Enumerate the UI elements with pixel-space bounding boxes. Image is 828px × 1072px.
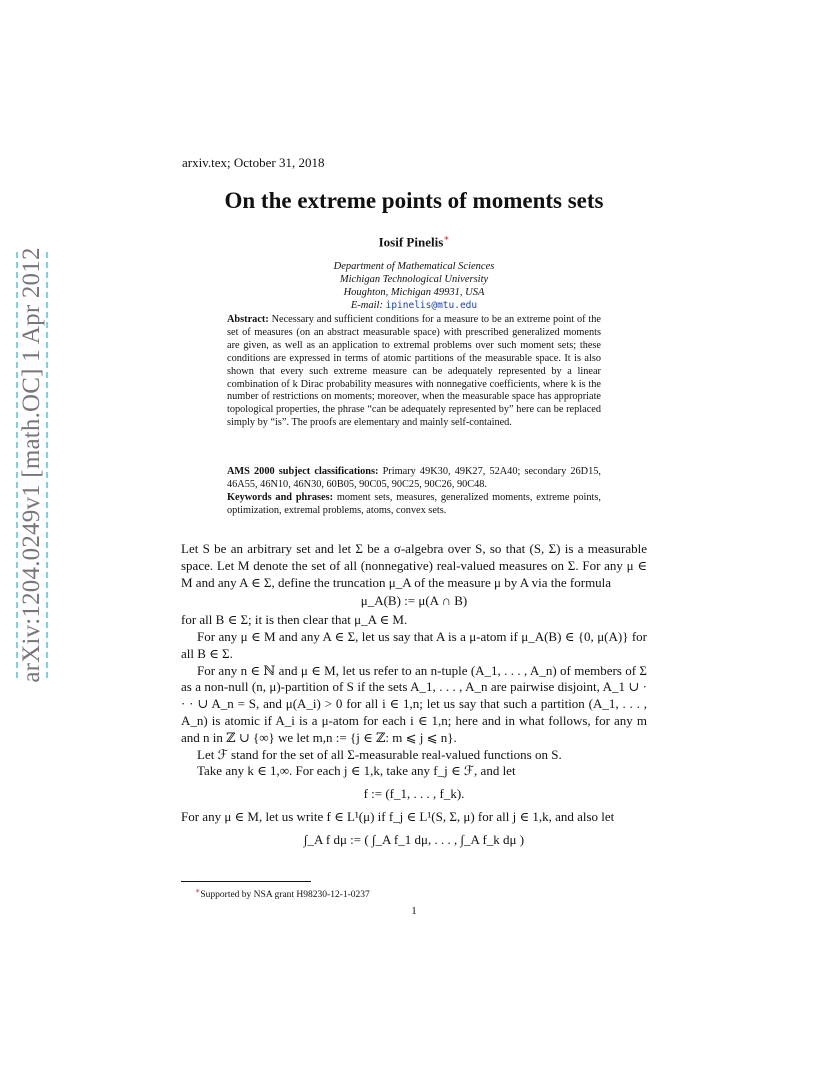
running-header: arxiv.tex; October 31, 2018 bbox=[182, 155, 325, 170]
equation: f := (f_1, . . . , f_k). bbox=[363, 786, 465, 802]
keywords-label: Keywords and phrases: bbox=[227, 491, 334, 503]
paragraph: for all B ∈ Σ; it is then clear that μ_A ∈ M. bbox=[181, 612, 408, 628]
paper-title: On the extreme points of moments sets bbox=[224, 188, 604, 213]
affiliation-line: Department of Mathematical Sciences bbox=[333, 261, 495, 273]
keywords-text: moment sets, measures, generalized moments, extreme points, optimization, extremal problems, atoms, convex sets. bbox=[227, 491, 601, 516]
classification-block bbox=[227, 466, 601, 518]
ams-label: AMS 2000 subject classifications: bbox=[227, 466, 379, 477]
paragraph: Let ℱ stand for the set of all Σ-measurable real-valued functions on S. bbox=[197, 746, 562, 762]
author-block bbox=[0, 233, 828, 312]
footnote bbox=[195, 886, 370, 900]
paragraph: Let S be an arbitrary set and let Σ be a σ-algebra over S, so that (S, Σ) is a measurable space. Let M denote the set of all (nonnegative) real-valued measures on Σ. For any μ ∈ M and any A ∈ Σ, define the truncation μ_A of the measure μ by A via the formula bbox=[181, 541, 647, 590]
paragraph: For any μ ∈ M, let us write f ∈ L¹(μ) if f_j ∈ L¹(S, Σ, μ) for all j ∈ 1,k, and also let bbox=[181, 808, 615, 824]
affiliation-line: Michigan Technological University bbox=[339, 274, 489, 286]
author-footnote-mark[interactable]: ∗ bbox=[443, 233, 450, 243]
keywords bbox=[227, 492, 601, 518]
affiliation bbox=[0, 260, 828, 312]
arxiv-stamp-text: arXiv:1204.0249v1 [math.OC] 1 Apr 2012 bbox=[18, 247, 45, 683]
footnote-rule bbox=[181, 881, 311, 882]
footnote-text: Supported by NSA grant H98230-12-1-0237 bbox=[200, 890, 370, 901]
ams-classification bbox=[227, 466, 601, 492]
body-text bbox=[181, 541, 647, 855]
paragraph: For any n ∈ ℕ and μ ∈ M, let us refer to an n-tuple (A_1, . . . , A_n) of members of Σ as a non-null (n, μ)-partition of S if the sets A_1, . . . , A_n are pairwise disjoint, A_1 ∪ · · · ∪ A_n = S, and μ(A_i) > 0 for all i ∈ 1,n; let us say that such a partition (A_1, . . . , A_n) is atomic if A_i is a μ-atom for each i ∈ 1,n; here and in what follows, for any m and n in ℤ ∪ {∞} we let m,n := {j ∈ ℤ: m ⩽ j ⩽ n}. bbox=[181, 662, 647, 745]
email-link[interactable]: ipinelis@mtu.edu bbox=[385, 300, 478, 312]
email-label: E-mail: bbox=[350, 300, 383, 312]
equation: μ_A(B) := μ(A ∩ B) bbox=[360, 593, 468, 609]
author-name bbox=[0, 233, 828, 250]
author-name-text: Iosif Pinelis bbox=[378, 234, 444, 250]
paragraph: Take any k ∈ 1,∞. For each j ∈ 1,k, take any f_j ∈ ℱ, and let bbox=[197, 763, 516, 779]
abstract-label: Abstract: bbox=[227, 314, 269, 325]
equation: ∫_A f dμ := ( ∫_A f_1 dμ, . . . , ∫_A f_k dμ ) bbox=[303, 831, 525, 847]
abstract bbox=[227, 314, 601, 430]
abstract-text: Necessary and sufficient conditions for a measure to be an extreme point of the set of measures (on an abstract measurable space) with prescribed generalized moments are given, as well as an application to extremal problems over such moment sets; these conditions are expressed in terms of atomic partitions of the measurable space. It is also shown that every such extreme measure can be adequately represented by a linear combination of k Dirac probability measures with nonnegative coefficients, where k is the number of restrictions on moments; moreover, when the measurable space has appropriate topological properties, the phrase “can be adequately represented by” here can be replaced simply by “is”. The proofs are elementary and mainly self-contained. bbox=[227, 314, 601, 429]
page-number: 1 bbox=[411, 905, 417, 917]
paragraph: For any μ ∈ M and any A ∈ Σ, let us say that A is a μ-atom if μ_A(B) ∈ {0, μ(A)} for all B ∈ Σ. bbox=[181, 628, 647, 661]
footnote-mark: ∗ bbox=[195, 886, 201, 895]
ams-text: Primary 49K30, 49K27, 52A40; secondary 26D15, 46A55, 46N10, 46N30, 60B05, 90C05, 90C25, 90C26, 90C48. bbox=[227, 466, 601, 490]
email-line bbox=[0, 299, 828, 312]
arxiv-stamp bbox=[14, 247, 50, 683]
affiliation-line: Houghton, Michigan 49931, USA bbox=[343, 287, 485, 299]
